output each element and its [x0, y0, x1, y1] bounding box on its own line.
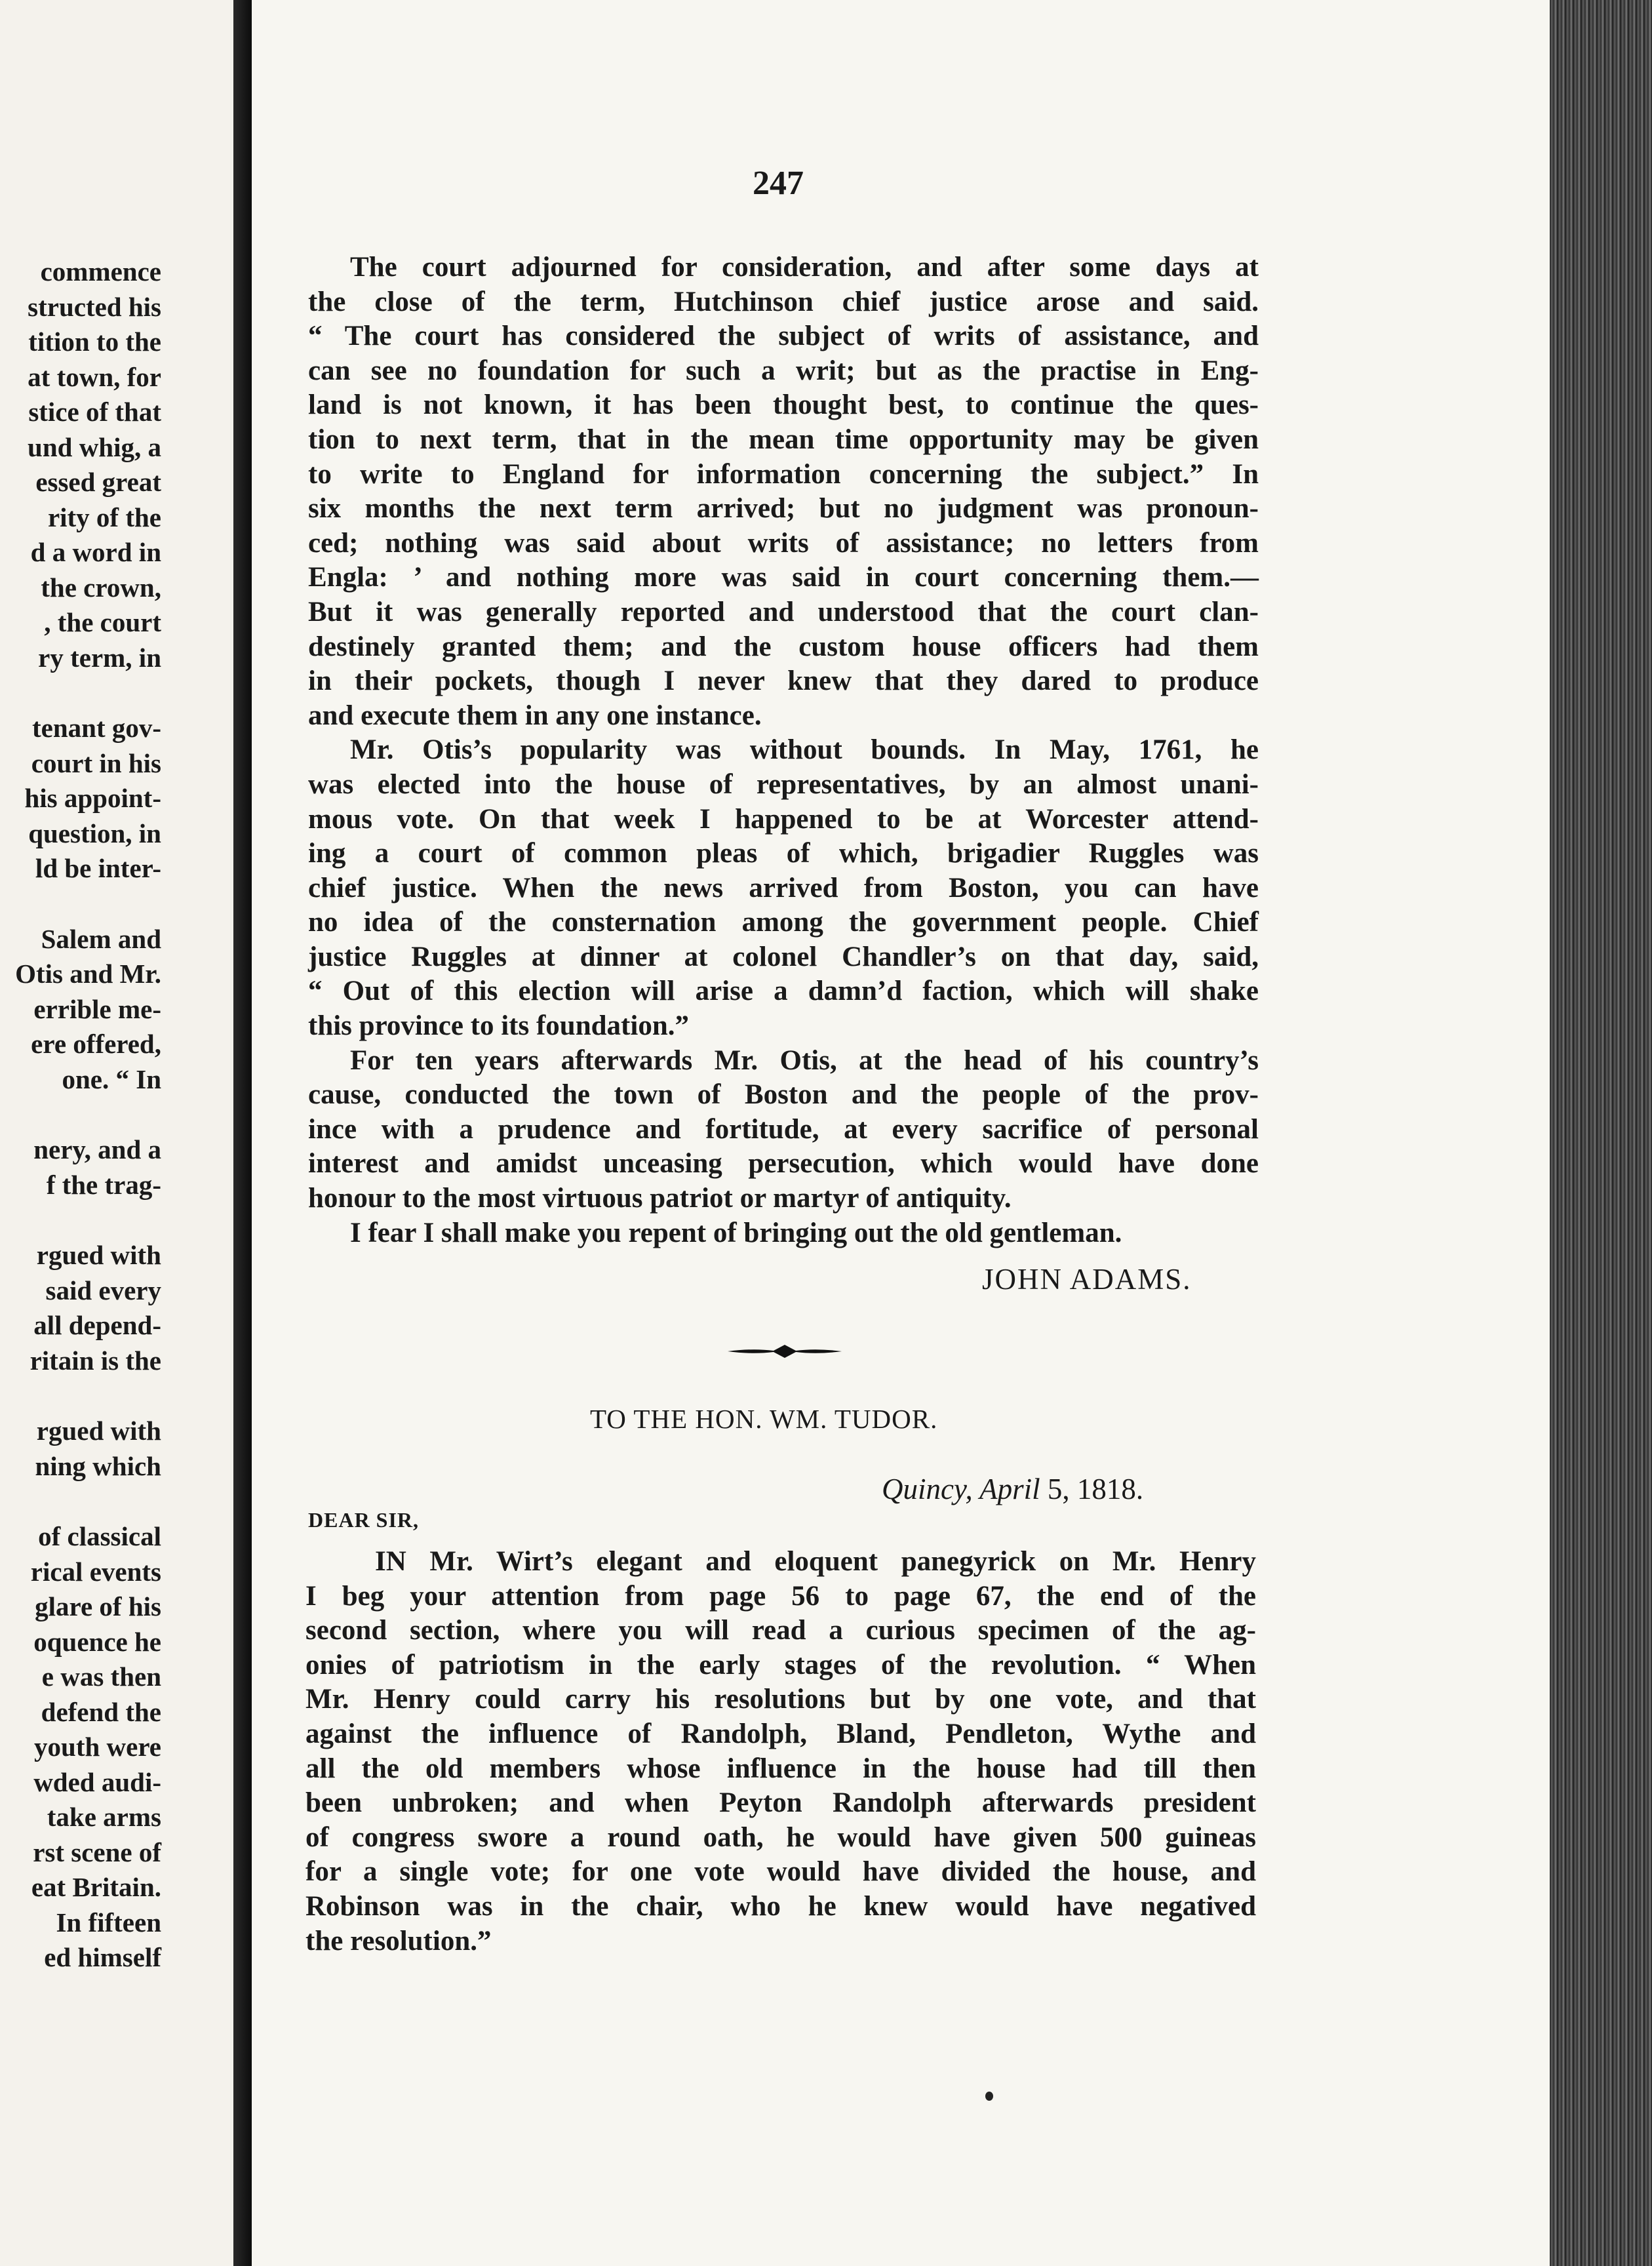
- body-line: land is not known, it has been thought best, to continue the ques-: [308, 389, 1259, 421]
- left-page-line: at town, for: [28, 361, 161, 392]
- body-line: cause, conducted the town of Boston and the people of the prov-: [308, 1079, 1259, 1111]
- letter-salutation: DEAR SIR,: [308, 1508, 420, 1532]
- left-page-line: take arms: [47, 1802, 161, 1832]
- letter-line: against the influence of Randolph, Bland, Pendleton, Wythe and: [305, 1718, 1256, 1749]
- letter-line: Robinson was in the chair, who he knew would have negatived: [305, 1890, 1256, 1922]
- letter-heading: TO THE HON. WM. TUDOR.: [590, 1404, 938, 1434]
- left-page-line: the crown,: [41, 572, 161, 603]
- dateline-date: 5, 1818.: [1047, 1473, 1144, 1505]
- body-line: mous vote. On that week I happened to be at Worcester attend-: [308, 803, 1259, 835]
- left-page-line: , the court: [44, 607, 161, 637]
- left-page-line: eat Britain.: [31, 1872, 161, 1902]
- signature: JOHN ADAMS.: [982, 1263, 1192, 1296]
- body-text: [308, 250, 1259, 1250]
- left-page-paragraph: [0, 254, 161, 675]
- letter-line: for a single vote; for one vote would have divided the house, and: [305, 1856, 1256, 1888]
- letter-dateline: [882, 1472, 1143, 1506]
- left-page-line: tenant gov-: [31, 713, 161, 743]
- left-page-line: rst scene of: [33, 1837, 161, 1867]
- body-line: Mr. Otis’s popularity was without bounds. In May, 1761, he: [350, 734, 1259, 766]
- letter-line: the resolution.”: [305, 1925, 492, 1957]
- left-page-line: question, in: [28, 818, 161, 848]
- ink-mark: [985, 2092, 993, 2101]
- body-line: For ten years afterwards Mr. Otis, at the head of his country’s: [350, 1044, 1259, 1076]
- left-page-line: commence: [40, 256, 161, 287]
- body-line: Engla: ’ and nothing more was said in court concerning them.—: [308, 562, 1259, 593]
- left-page-line: court in his: [31, 747, 161, 778]
- left-page-line: rgued with: [36, 1416, 161, 1446]
- left-page-line: nery, and a: [33, 1134, 161, 1164]
- left-page-line: stice of that: [28, 397, 161, 427]
- letter-line: I beg your attention from page 56 to page 67, the end of the: [305, 1580, 1256, 1612]
- letter-line: second section, where you will read a curious specimen of the ag-: [305, 1615, 1256, 1646]
- page-number: 247: [753, 165, 804, 202]
- left-page-line: ritain is the: [30, 1345, 161, 1376]
- left-page-line: essed great: [35, 467, 161, 497]
- left-page-line: Salem and: [41, 923, 161, 954]
- left-page-paragraph: [0, 1414, 161, 1484]
- left-page-line: und whig, a: [28, 431, 161, 462]
- body-line: ced; nothing was said about writs of assistance; no letters from: [308, 527, 1259, 559]
- left-page-paragraph: [0, 1519, 161, 1976]
- body-line: interest and amidst unceasing persecution, which would have done: [308, 1148, 1259, 1180]
- body-line: ince with a prudence and fortitude, at every sacrifice of personal: [308, 1113, 1259, 1145]
- left-page-line: structed his: [28, 291, 161, 322]
- left-page-line: defend the: [41, 1696, 161, 1727]
- body-line: destinely granted them; and the custom house officers had them: [308, 631, 1259, 662]
- body-line: But it was generally reported and understood that the court clan-: [308, 596, 1259, 627]
- left-page-line: f the trag-: [46, 1169, 161, 1200]
- left-page-line: ed himself: [44, 1942, 161, 1972]
- left-page-line: rity of the: [47, 502, 161, 532]
- body-line: The court adjourned for consideration, and after some days at: [350, 252, 1259, 283]
- letter-line: all the old members whose influence in the house had till then: [305, 1753, 1256, 1784]
- left-page-line: all depend-: [33, 1310, 161, 1340]
- left-page-line: e was then: [41, 1661, 161, 1692]
- left-page-line: one. “ In: [62, 1063, 161, 1094]
- left-page-paragraph: [0, 1238, 161, 1378]
- body-line: this province to its foundation.”: [308, 1010, 689, 1042]
- body-line: I fear I shall make you repent of bringing out the old gentleman.: [350, 1217, 1122, 1248]
- letter-line: of congress swore a round oath, he would have given 500 guineas: [305, 1821, 1256, 1853]
- left-page-line: rical events: [30, 1556, 161, 1587]
- left-page-line: ry term, in: [38, 642, 161, 673]
- left-page-line: his appoint-: [24, 783, 161, 813]
- left-page-line: Otis and Mr.: [15, 959, 161, 989]
- letter-line: Mr. Henry could carry his resolutions but by one vote, and that: [305, 1684, 1256, 1715]
- letter-line: onies of patriotism in the early stages of the revolution. “ When: [305, 1649, 1256, 1680]
- body-line: and execute them in any one instance.: [308, 700, 762, 731]
- left-page-line: glare of his: [35, 1591, 161, 1621]
- left-page-line: ere offered,: [31, 1029, 161, 1059]
- dateline-place: Quincy, April: [882, 1473, 1040, 1505]
- left-page-line: d a word in: [30, 537, 161, 567]
- body-line: “ The court has considered the subject of writs of assistance, and: [308, 321, 1259, 352]
- left-page-paragraph: [0, 1132, 161, 1203]
- body-line: can see no foundation for such a writ; but as the practise in Eng-: [308, 355, 1259, 386]
- body-line: in their pockets, though I never knew that they dared to produce: [308, 666, 1259, 697]
- left-page-line: youth were: [34, 1732, 161, 1762]
- left-page-line: oquence he: [33, 1626, 161, 1657]
- body-line: no idea of the consternation among the government people. Chief: [308, 907, 1259, 938]
- body-line: the close of the term, Hutchinson chief justice arose and said.: [308, 286, 1259, 317]
- book-gutter: [233, 0, 252, 2266]
- left-page-line: In fifteen: [56, 1907, 161, 1938]
- letter-line: IN Mr. Wirt’s elegant and eloquent panegyrick on Mr. Henry: [375, 1546, 1256, 1577]
- body-line: to write to England for information concerning the subject.” In: [308, 458, 1259, 490]
- body-line: tion to next term, that in the mean time opportunity may be given: [308, 424, 1259, 455]
- body-line: was elected into the house of representatives, by an almost unani-: [308, 768, 1259, 800]
- left-page-line: ning which: [35, 1450, 161, 1481]
- body-line: chief justice. When the news arrived from Boston, you can have: [308, 872, 1259, 904]
- left-page-paragraph: [0, 711, 161, 886]
- left-page-line: rgued with: [36, 1240, 161, 1270]
- left-page-line: said every: [45, 1275, 161, 1305]
- body-line: ing a court of common pleas of which, brigadier Ruggles was: [308, 838, 1259, 869]
- left-page-line: tition to the: [28, 327, 161, 357]
- left-page-text-column: [0, 254, 161, 2011]
- left-page-line: ld be inter-: [35, 853, 161, 883]
- left-page-line: of classical: [38, 1521, 161, 1551]
- letter-line: been unbroken; and when Peyton Randolph afterwards president: [305, 1787, 1256, 1819]
- body-line: justice Ruggles at dinner at colonel Chandler’s on that day, said,: [308, 941, 1259, 972]
- left-page-line: errible me-: [33, 993, 161, 1024]
- left-page-line: wded audi-: [33, 1766, 161, 1797]
- ornament-divider: [726, 1343, 843, 1360]
- letter-text: [305, 1545, 1256, 1958]
- left-page-paragraph: [0, 922, 161, 1098]
- body-line: six months the next term arrived; but no judgment was pronoun-: [308, 493, 1259, 525]
- body-line: “ Out of this election will arise a damn’d faction, which will shake: [308, 976, 1259, 1007]
- left-page: [0, 0, 233, 2266]
- page-edge-stack: [1550, 0, 1652, 2266]
- body-line: honour to the most virtuous patriot or martyr of antiquity.: [308, 1183, 1012, 1214]
